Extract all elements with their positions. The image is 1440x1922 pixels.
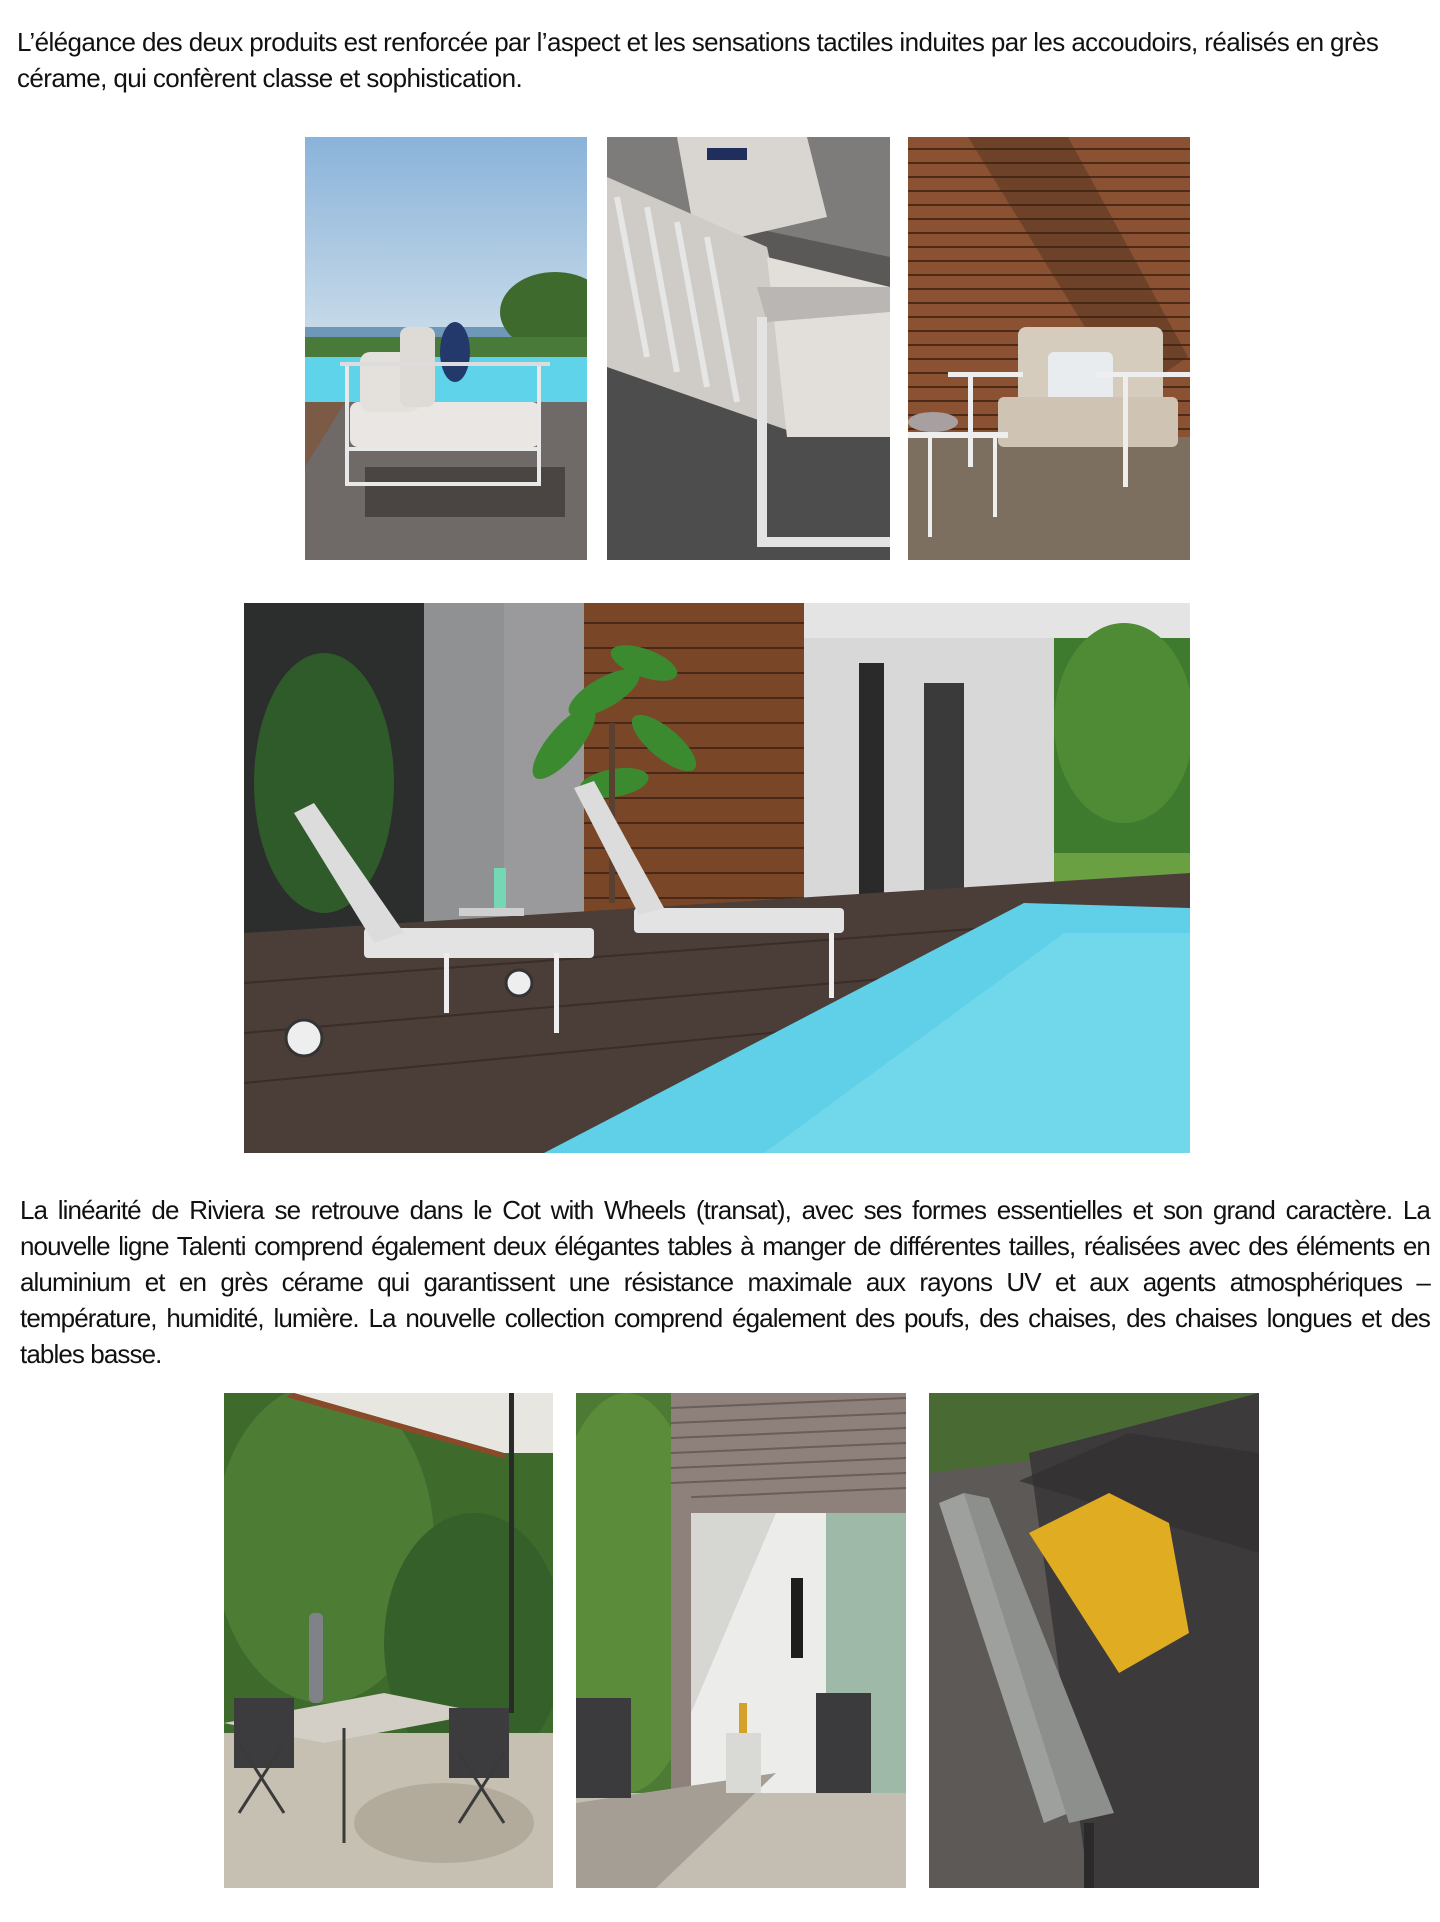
armchair-pool-illustration — [305, 137, 587, 560]
photo-sofa-yellow-cushion — [929, 1393, 1259, 1888]
intro-paragraph: L’élégance des deux produits est renforcée par l’aspect et les sensations tactiles induites par les accoudoirs, réalisés en grès cérame, qui confèrent classe et sophistication. — [17, 27, 1379, 93]
photo-loungers-pool — [244, 603, 1190, 1153]
photo-dining-pergola — [224, 1393, 553, 1888]
sofa-closeup-illustration — [607, 137, 890, 560]
photo-armchair-pool — [305, 137, 587, 560]
loungers-pool-illustration — [244, 603, 1190, 1153]
folding-chairs-illustration — [576, 1393, 906, 1888]
dining-pergola-illustration — [224, 1393, 553, 1888]
sofa-yellow-cushion-illustration — [929, 1393, 1259, 1888]
body-paragraph: La linéarité de Riviera se retrouve dans le Cot with Wheels (transat), avec ses formes essentielles et son grand caractère. La nouvelle ligne Talenti comprend également deux élégantes tables à manger de différentes tailles, réalisées avec des éléments en aluminium et en grès cérame qui garantissent une résistance maximale aux rayons UV et aux agents atmosphériques – température, humidité, lumière. La nouvelle collection comprend également des poufs, des chaises, des chaises longues et des tables basse. — [20, 1195, 1430, 1369]
armchair-wood-wall-illustration — [908, 137, 1190, 560]
photo-armchair-wood-wall — [908, 137, 1190, 560]
photo-folding-chairs — [576, 1393, 906, 1888]
photo-sofa-closeup — [607, 137, 890, 560]
